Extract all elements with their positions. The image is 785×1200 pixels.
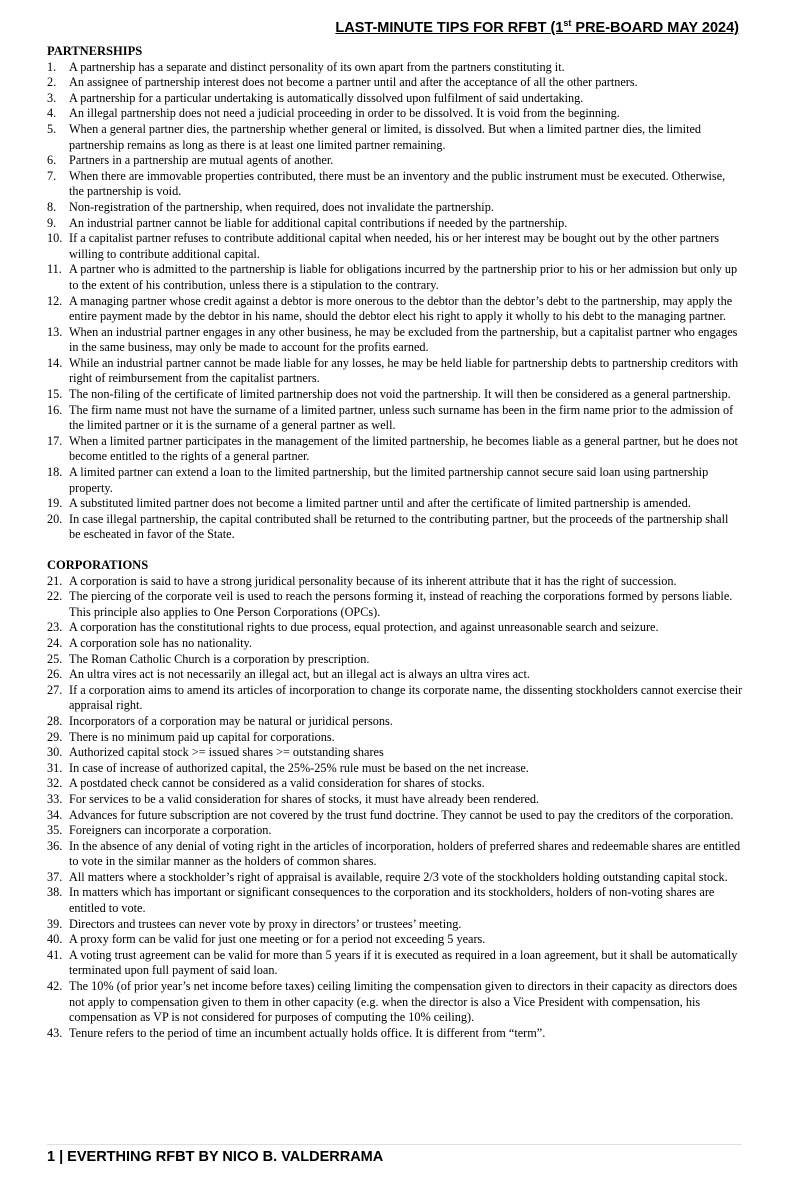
list-item <box>47 917 743 933</box>
item-text: In case of increase of authorized capital, the 25%-25% rule must be based on the net increase. <box>69 760 529 775</box>
item-text: For services to be a valid consideration for shares of stocks, it must have already been rendered. <box>69 791 540 806</box>
item-number: 2. <box>47 75 57 90</box>
item-number: 37. <box>47 869 63 884</box>
list-item <box>47 948 743 979</box>
item-number: 32. <box>47 776 63 791</box>
item-number: 5. <box>47 121 57 136</box>
item-number: 33. <box>47 791 63 806</box>
item-number: 15. <box>47 387 63 402</box>
list-item <box>47 60 743 76</box>
item-number: 28. <box>47 713 63 728</box>
item-number: 9. <box>47 215 57 230</box>
item-text: In matters which has important or significant consequences to the corporation and its stockholders, holders of non-voting shares are entitled to vote. <box>69 885 715 916</box>
item-number: 42. <box>47 979 63 994</box>
footer-divider <box>47 1144 742 1145</box>
document-body <box>47 44 743 1041</box>
list-item <box>47 200 743 216</box>
list-item <box>47 262 743 293</box>
item-text: A corporation has the constitutional rights to due process, equal protection, and against unreasonable search and seizure. <box>69 620 659 635</box>
item-number: 4. <box>47 106 57 121</box>
header-title-pre: LAST-MINUTE TIPS FOR RFBT (1 <box>335 19 564 36</box>
item-text: The Roman Catholic Church is a corporation by prescription. <box>69 651 370 666</box>
list-item <box>47 216 743 232</box>
corporation-tips-list <box>47 574 743 1042</box>
item-text: In the absence of any denial of voting right in the articles of incorporation, holders of preferred shares and redeemable shares are entitled to vote in the similar manner as the holders of common shares. <box>69 838 741 869</box>
item-text: An assignee of partnership interest does not become a partner until and after the acceptance of all the other partners. <box>69 75 638 90</box>
item-number: 24. <box>47 635 63 650</box>
item-number: 22. <box>47 589 63 604</box>
item-number: 19. <box>47 496 63 511</box>
item-text: A substituted limited partner does not become a limited partner until and after the certificate of limited partnership is amended. <box>69 496 691 511</box>
list-item <box>47 169 743 200</box>
item-number: 36. <box>47 838 63 853</box>
item-text: When a limited partner participates in the management of the limited partnership, he becomes liable as a general partner, but he does not become entitled to the rights of a general partner. <box>69 433 738 464</box>
page-header-title <box>335 18 739 36</box>
item-text: If a corporation aims to amend its articles of incorporation to change its corporate name, the dissenting stockholders cannot exercise their appraisal right. <box>69 682 743 713</box>
list-item <box>47 512 743 543</box>
item-text: A partnership has a separate and distinct personality of its own apart from the partners constituting it. <box>69 59 565 74</box>
item-number: 11. <box>47 262 62 277</box>
list-item <box>47 153 743 169</box>
list-item <box>47 589 743 620</box>
item-number: 40. <box>47 932 63 947</box>
list-item <box>47 91 743 107</box>
item-number: 29. <box>47 729 63 744</box>
list-item <box>47 620 743 636</box>
list-item <box>47 325 743 356</box>
item-text: The non-filing of the certificate of limited partnership does not void the partnership. It will then be considered as a general partnership. <box>69 387 731 402</box>
item-number: 16. <box>47 402 63 417</box>
item-number: 39. <box>47 916 63 931</box>
item-number: 23. <box>47 620 63 635</box>
item-number: 3. <box>47 90 57 105</box>
partnership-tips-list <box>47 60 743 543</box>
item-text: If a capitalist partner refuses to contribute additional capital when needed, his or her interest may be bought out by the other partners willing to contribute additional capital. <box>69 231 720 261</box>
list-item <box>47 792 743 808</box>
list-item <box>47 122 743 153</box>
list-item <box>47 465 743 496</box>
item-number: 38. <box>47 885 63 900</box>
item-text: An illegal partnership does not need a judicial proceeding in order to be dissolved. It is void from the beginning. <box>69 106 620 121</box>
item-text: The firm name must not have the surname of a limited partner, unless such surname has been in the firm name prior to the admission of the limited partner or it is the surname of a general partner as well. <box>69 402 734 433</box>
item-number: 8. <box>47 199 57 214</box>
item-number: 12. <box>47 293 63 308</box>
list-item <box>47 885 743 916</box>
list-item <box>47 403 743 434</box>
item-text: A partnership for a particular undertaking is automatically dissolved upon fulfilment of said undertaking. <box>69 90 584 105</box>
item-text: In case illegal partnership, the capital contributed shall be returned to the contributing partner, but the proceeds of the partnership shall be escheated in favor of the State. <box>69 511 729 542</box>
list-item <box>47 434 743 465</box>
header-title-superscript: st <box>563 18 572 28</box>
item-text: A voting trust agreement can be valid for more than 5 years if it is executed as required in a loan agreement, but it shall be automatically terminated upon full payment of said loan. <box>69 947 738 978</box>
page-footer: 1 | EVERTHING RFBT BY NICO B. VALDERRAMA <box>47 1149 384 1165</box>
item-number: 6. <box>47 153 57 168</box>
item-text: When a general partner dies, the partnership whether general or limited, is dissolved. But when a limited partner dies, the limited partnership remains as long as there is at least one limited partner remaining. <box>69 121 702 152</box>
item-number: 14. <box>47 355 63 370</box>
item-number: 20. <box>47 511 63 526</box>
list-item <box>47 745 743 761</box>
item-number: 43. <box>47 1025 63 1040</box>
item-text: A corporation is said to have a strong juridical personality because of its inherent attribute that it has the right of succession. <box>69 573 677 588</box>
item-text: An industrial partner cannot be liable for additional capital contributions if needed by the partnership. <box>69 215 568 230</box>
item-text: A corporation sole has no nationality. <box>69 635 252 650</box>
list-item <box>47 356 743 387</box>
list-item <box>47 1026 743 1042</box>
list-item <box>47 574 743 590</box>
item-number: 7. <box>47 168 57 183</box>
item-number: 31. <box>47 760 63 775</box>
section-title-partnerships: PARTNERSHIPS <box>47 44 143 58</box>
item-text: A managing partner whose credit against a debtor is more onerous to the debtor than the debtor’s debt to the partnership, may apply the entire payment made by the debtor in his name, should the debtor elect his right to apply it wholly to his debt to the managing partner. <box>69 293 733 324</box>
item-text: Incorporators of a corporation may be natural or juridical persons. <box>69 713 393 728</box>
item-text: When there are immovable properties contributed, there must be an inventory and the public instrument must be executed. Otherwise, the partnership is void. <box>69 168 726 199</box>
list-item <box>47 231 743 262</box>
item-number: 21. <box>47 573 63 588</box>
item-text: Directors and trustees can never vote by proxy in directors’ or trustees’ meeting. <box>69 916 462 931</box>
item-text: Foreigners can incorporate a corporation. <box>69 823 272 838</box>
item-text: While an industrial partner cannot be made liable for any losses, he may be held liable for partnership debts to partnership creditors with right of reimbursement from the capitalist partners. <box>69 355 739 386</box>
item-number: 30. <box>47 745 63 760</box>
list-item <box>47 823 743 839</box>
item-text: A partner who is admitted to the partnership is liable for obligations incurred by the partnership prior to his or her admission but only up to the extent of his contribution, unless there is a stipulation to the contrary. <box>69 262 738 292</box>
list-item <box>47 870 743 886</box>
header-title-post: PRE-BOARD MAY 2024) <box>571 19 739 36</box>
list-item <box>47 979 743 1026</box>
item-number: 17. <box>47 433 63 448</box>
item-number: 27. <box>47 682 63 697</box>
item-number: 1. <box>47 59 57 74</box>
item-text: A proxy form can be valid for just one meeting or for a period not exceeding 5 years. <box>69 932 486 947</box>
list-item <box>47 294 743 325</box>
item-number: 18. <box>47 465 63 480</box>
item-text: Authorized capital stock >= issued shares >= outstanding shares <box>69 745 384 760</box>
item-text: All matters where a stockholder’s right of appraisal is available, require 2/3 vote of the stockholders holding outstanding capital stock. <box>69 869 728 884</box>
item-text: The 10% (of prior year’s net income before taxes) ceiling limiting the compensation given to directors in their capacity as directors does not apply to compensation given to them in other capacity (e.g. when the director is also a Vice President with compensation, his compensation as VP is not considered for purposes of computing the 10% ceiling). <box>69 979 738 1025</box>
list-item <box>47 776 743 792</box>
list-item <box>47 683 743 714</box>
list-item <box>47 839 743 870</box>
list-item <box>47 761 743 777</box>
item-number: 13. <box>47 324 63 339</box>
item-number: 35. <box>47 823 63 838</box>
item-text: A limited partner can extend a loan to the limited partnership, but the limited partnership cannot secure said loan using partnership property. <box>69 465 709 495</box>
section-title-corporations: CORPORATIONS <box>47 558 149 572</box>
item-number: 41. <box>47 947 63 962</box>
list-item <box>47 667 743 683</box>
list-item <box>47 932 743 948</box>
section-spacer <box>47 543 743 558</box>
item-text: There is no minimum paid up capital for corporations. <box>69 729 335 744</box>
item-text: Tenure refers to the period of time an incumbent actually holds office. It is different from “term”. <box>69 1025 546 1040</box>
item-number: 10. <box>47 231 63 246</box>
list-item <box>47 496 743 512</box>
item-text: When an industrial partner engages in any other business, he may be excluded from the partnership, but a capitalist partner who engages in the same business, may only be made to account for the profits earned. <box>69 324 738 355</box>
list-item <box>47 714 743 730</box>
list-item <box>47 636 743 652</box>
list-item <box>47 75 743 91</box>
list-item <box>47 106 743 122</box>
item-text: Advances for future subscription are not covered by the trust fund doctrine. They cannot be used to pay the creditors of the corporation. <box>69 807 734 822</box>
list-item <box>47 808 743 824</box>
item-text: Partners in a partnership are mutual agents of another. <box>69 153 334 168</box>
item-text: Non-registration of the partnership, when required, does not invalidate the partnership. <box>69 199 494 214</box>
list-item <box>47 730 743 746</box>
list-item <box>47 652 743 668</box>
item-text: An ultra vires act is not necessarily an illegal act, but an illegal act is always an ultra vires act. <box>69 667 530 682</box>
item-text: A postdated check cannot be considered as a valid consideration for shares of stocks. <box>69 776 485 791</box>
item-number: 25. <box>47 651 63 666</box>
item-number: 34. <box>47 807 63 822</box>
item-text: The piercing of the corporate veil is used to reach the persons forming it, instead of reaching the corporations formed by persons liable. This principle also applies to One Person Corporations (OPCs). <box>69 589 733 619</box>
item-number: 26. <box>47 667 63 682</box>
list-item <box>47 387 743 403</box>
